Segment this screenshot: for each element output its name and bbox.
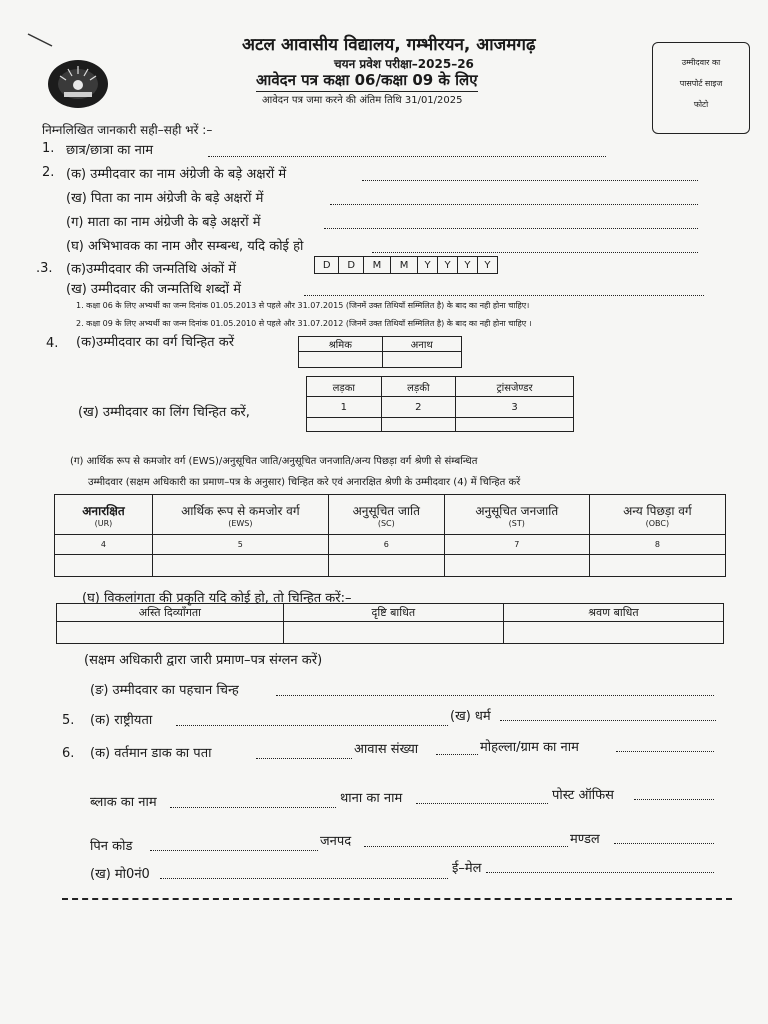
q2d-field[interactable] <box>372 251 698 253</box>
dob-box[interactable]: Y <box>477 257 497 274</box>
form-title: आवेदन पत्र कक्षा 06/कक्षा 09 के लिए <box>256 70 478 92</box>
thana-field[interactable] <box>416 802 548 804</box>
pen-stroke-mark <box>26 30 56 50</box>
disability-hearing-header: श्रवण बाधित <box>503 604 723 622</box>
res-ews-code: 5 <box>152 535 328 555</box>
q2d-label: (घ) अभिभावक का नाम और सम्बन्ध, यदि कोई हो <box>66 239 304 254</box>
q4a-label: (क)उम्मीदवार का वर्ग चिन्हित करें <box>76 335 235 350</box>
q6a-label: (क) वर्तमान डाक का पता <box>90 746 212 761</box>
q5a-label: (क) राष्ट्रीयता <box>90 713 153 728</box>
q2a-field[interactable] <box>362 179 698 181</box>
q3a-label: (क)उम्मीदवार की जन्मतिथि अंकों में <box>66 262 237 277</box>
res-obc-abbr: (OBC) <box>645 518 670 528</box>
dob-box[interactable]: Y <box>438 257 458 274</box>
category-shramik: श्रमिक <box>299 337 383 352</box>
q6-number: 6. <box>62 746 75 761</box>
category-anath: अनाथ <box>382 337 462 352</box>
email-label: ई–मेल <box>452 861 482 876</box>
q3b-field[interactable] <box>304 294 704 296</box>
mobile-field[interactable] <box>160 877 448 879</box>
q1-number: 1. <box>42 141 55 156</box>
gender-transgender-check[interactable] <box>456 417 574 431</box>
gender-transgender-code: 3 <box>456 397 574 417</box>
dob-box[interactable]: M <box>363 257 390 274</box>
pin-label: पिन कोड <box>90 839 133 854</box>
res-ur-header: अनारक्षित <box>82 503 125 518</box>
pin-field[interactable] <box>150 849 318 851</box>
exam-name: चयन प्रवेश परीक्षा–2025–26 <box>334 57 474 71</box>
bottom-divider <box>62 898 732 900</box>
q1-field[interactable] <box>208 155 606 157</box>
house-label: आवास संख्या <box>354 742 419 757</box>
disability-visual-check[interactable] <box>283 622 503 644</box>
q5-number: 5. <box>62 713 75 728</box>
res-obc-code: 8 <box>589 535 725 555</box>
res-ur-check[interactable] <box>55 555 153 577</box>
q2b-label: (ख) पिता का नाम अंग्रेजी के बड़े अक्षरों में <box>66 191 264 206</box>
res-sc-code: 6 <box>328 535 444 555</box>
village-label: मोहल्ला/ग्राम का नाम <box>480 740 579 755</box>
disability-table <box>56 603 724 644</box>
gender-boy-check[interactable] <box>307 417 382 431</box>
res-st-header: अनुसूचित जनजाति <box>475 503 559 518</box>
res-st-abbr: (ST) <box>508 518 525 528</box>
res-obc-check[interactable] <box>589 555 725 577</box>
disability-orthopedic-header: अस्ति दिव्याँगता <box>57 604 284 622</box>
q2b-field[interactable] <box>330 203 698 205</box>
gender-girl-code: 2 <box>381 397 456 417</box>
q3-number: .3. <box>36 261 53 276</box>
res-obc-header: अन्य पिछड़ा वर्ग <box>623 503 692 518</box>
photo-box-line-2: पासपोर्ट साइज <box>679 79 723 88</box>
gender-transgender-header: ट्रांसजेण्डर <box>456 377 574 397</box>
q1-label: छात्र/छात्रा का नाम <box>66 143 154 158</box>
block-label: ब्लाक का नाम <box>90 795 157 810</box>
category-anath-check[interactable] <box>382 352 462 368</box>
dob-box[interactable]: D <box>339 257 363 274</box>
mobile-label: (ख) मो0नं0 <box>90 867 150 882</box>
block-field[interactable] <box>170 806 336 808</box>
dob-digit-boxes <box>314 256 498 274</box>
res-st-code: 7 <box>444 535 589 555</box>
school-name: अटल आवासीय विद्यालय, गम्भीरयन, आजमगढ़ <box>242 35 536 55</box>
photo-box-line-1: उम्मीदवार का <box>681 58 721 67</box>
disability-hearing-check[interactable] <box>503 622 723 644</box>
q4-number: 4. <box>46 336 59 351</box>
res-ur-abbr: (UR) <box>94 518 113 528</box>
post-office-label: पोस्ट ऑफिस <box>552 788 614 803</box>
res-st-check[interactable] <box>444 555 589 577</box>
q6a-field[interactable] <box>256 757 352 759</box>
gender-girl-header: लड़की <box>381 377 456 397</box>
gender-boy-code: 1 <box>307 397 382 417</box>
dob-box[interactable]: M <box>390 257 417 274</box>
district-field[interactable] <box>364 845 568 847</box>
res-ews-check[interactable] <box>152 555 328 577</box>
dob-box[interactable]: Y <box>418 257 438 274</box>
res-ews-header: आर्थिक रूप से कमजोर वर्ग <box>181 503 300 518</box>
q2-number: 2. <box>42 165 55 180</box>
dob-note-1: 1. कक्षा 06 के लिए अभ्यर्थी का जन्म दिनांक 01.05.2013 से पहले और 31.07.2015 (जिनमें उक्त तिथियाँ सम्मिलित है) के बाद का नही होना चाहिए। <box>76 301 530 310</box>
intro-text: निम्नलिखित जानकारी सही–सही भरें :– <box>42 123 213 137</box>
q2a-label: (क) उम्मीदवार का नाम अंग्रेजी के बड़े अक्षरों में <box>66 167 287 182</box>
division-label: मण्डल <box>570 832 600 847</box>
email-field[interactable] <box>486 871 714 873</box>
disability-orthopedic-check[interactable] <box>57 622 284 644</box>
dob-box[interactable]: D <box>315 257 339 274</box>
res-ews-abbr: (EWS) <box>228 518 253 528</box>
post-office-field[interactable] <box>634 798 714 800</box>
village-field[interactable] <box>616 750 714 752</box>
dob-note-2: 2. कक्षा 09 के लिए अभ्यर्थी का जन्म दिनांक 01.05.2010 से पहले और 31.07.2012 (जिनमें उक्त तिथियाँ सम्मिलित है) के बाद का नही होना चाहिए । <box>76 319 532 328</box>
q2c-field[interactable] <box>324 227 698 229</box>
q5b-label: (ख) धर्म <box>450 709 491 724</box>
gender-boy-header: लड़का <box>307 377 382 397</box>
category-shramik-check[interactable] <box>299 352 383 368</box>
q3b-label: (ख) उम्मीदवार की जन्मतिथि शब्दों में <box>66 282 241 297</box>
q4d-label: (घ) विकलांगता की प्रकृति यदि कोई हो, तो चिन्हित करें:– <box>82 591 352 606</box>
res-sc-header: अनुसूचित जाति <box>352 503 420 518</box>
res-sc-abbr: (SC) <box>377 518 395 528</box>
district-label: जनपद <box>320 834 352 849</box>
photo-box[interactable] <box>652 42 750 134</box>
reservation-table <box>54 494 726 577</box>
division-field[interactable] <box>614 842 714 844</box>
house-field[interactable] <box>436 753 478 755</box>
q4c-line-1: (ग) आर्थिक रूप से कमजोर वर्ग (EWS)/अनुसूचित जाति/अनुसूचित जनजाति/अन्य पिछड़ा वर्ग श्रेणी से संम्बन्धित <box>70 456 478 467</box>
q4e-field[interactable] <box>276 694 714 696</box>
q4b-label: (ख) उम्मीदवार का लिंग चिन्हित करें, <box>78 405 250 420</box>
res-sc-check[interactable] <box>328 555 444 577</box>
school-emblem-icon <box>46 58 110 110</box>
gender-table <box>306 376 574 432</box>
photo-box-line-3: फोटो <box>693 100 709 109</box>
res-ur-code: 4 <box>55 535 153 555</box>
q2c-label: (ग) माता का नाम अंग्रेजी के बड़े अक्षरों में <box>66 215 261 230</box>
certificate-note: (सक्षम अधिकारी द्वारा जारी प्रमाण–पत्र संग्लन करें) <box>84 653 323 668</box>
q4e-label: (ङ) उम्मीदवार का पहचान चिन्ह <box>90 683 239 698</box>
thana-label: थाना का नाम <box>340 791 403 806</box>
last-date: आवेदन पत्र जमा करने की अंतिम तिथि 31/01/2025 <box>262 95 463 106</box>
gender-girl-check[interactable] <box>381 417 456 431</box>
q5a-field[interactable] <box>176 724 448 726</box>
dob-box[interactable]: Y <box>458 257 478 274</box>
q4c-line-2: उम्मीदवार (सक्षम अधिकारी का प्रमाण–पत्र के अनुसार) चिन्हित करे एवं अनारक्षित श्रेणी के उम्मीदवार (4) में चिन्हित करें <box>88 477 521 488</box>
disability-visual-header: दृष्टि बाधित <box>283 604 503 622</box>
category-table <box>298 336 462 368</box>
q5b-field[interactable] <box>500 719 716 721</box>
